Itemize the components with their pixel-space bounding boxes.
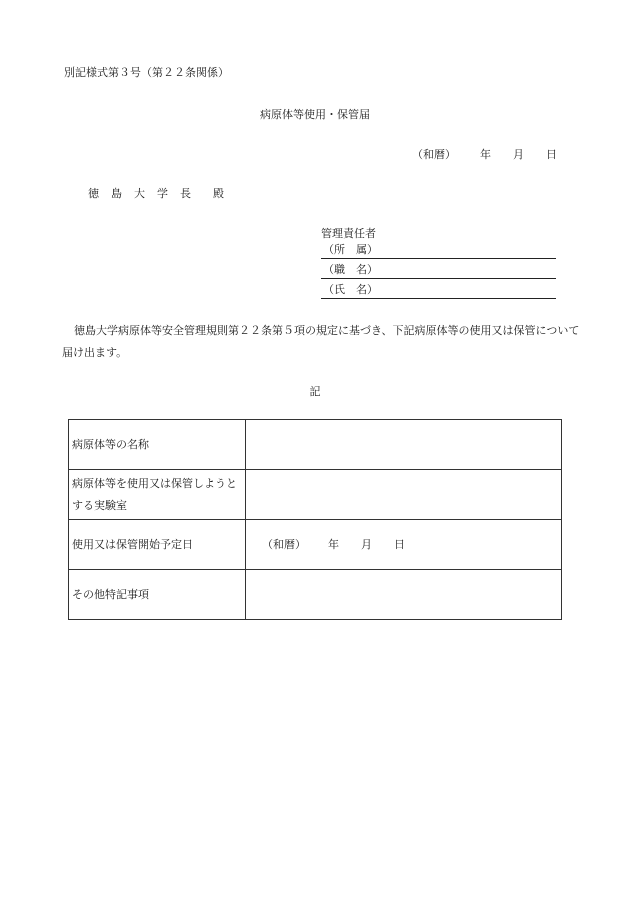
form-number: 別記様式第３号（第２２条関係）	[64, 66, 229, 79]
start-date-day-label: 日	[394, 537, 405, 551]
start-date-field[interactable]	[246, 520, 562, 570]
manager-heading: 管理責任者	[321, 227, 376, 240]
items-table	[68, 419, 562, 620]
pathogen-name-field[interactable]	[246, 420, 562, 470]
manager-affiliation-field[interactable]: （所 属）	[321, 242, 556, 259]
addressee-honorific: 殿	[213, 187, 224, 200]
laboratory-label: 病原体等を使用又は保管しようとする実験室	[69, 470, 246, 520]
body-text: 徳島大学病原体等安全管理規則第２２条第５項の規定に基づき、下記病原体等の使用又は保管について届け出ます。	[62, 324, 580, 359]
table-row	[69, 520, 562, 570]
ki-label: 記	[309, 385, 321, 398]
date-month-label: 月	[513, 148, 524, 161]
remarks-label: その他特記事項	[69, 570, 246, 620]
date-era-label: （和暦）	[412, 148, 456, 161]
date-year-label: 年	[480, 148, 491, 161]
date-day-label: 日	[546, 148, 557, 161]
manager-position-field[interactable]: （職 名）	[321, 262, 556, 279]
remarks-field[interactable]	[246, 570, 562, 620]
table-row	[69, 570, 562, 620]
form-title: 病原体等使用・保管届	[260, 108, 370, 121]
start-date-label: 使用又は保管開始予定日	[69, 520, 246, 570]
start-date-month-label: 月	[361, 537, 372, 551]
submission-date	[412, 146, 557, 162]
table-row	[69, 470, 562, 520]
addressee-name: 徳島大学長	[88, 187, 203, 200]
manager-name-field[interactable]: （氏 名）	[321, 282, 556, 299]
laboratory-field[interactable]	[246, 470, 562, 520]
table-row	[69, 420, 562, 470]
pathogen-name-label: 病原体等の名称	[69, 420, 246, 470]
start-date-year-label: 年	[328, 537, 339, 551]
start-date-era-label: （和暦）	[262, 537, 306, 551]
addressee	[88, 185, 224, 201]
